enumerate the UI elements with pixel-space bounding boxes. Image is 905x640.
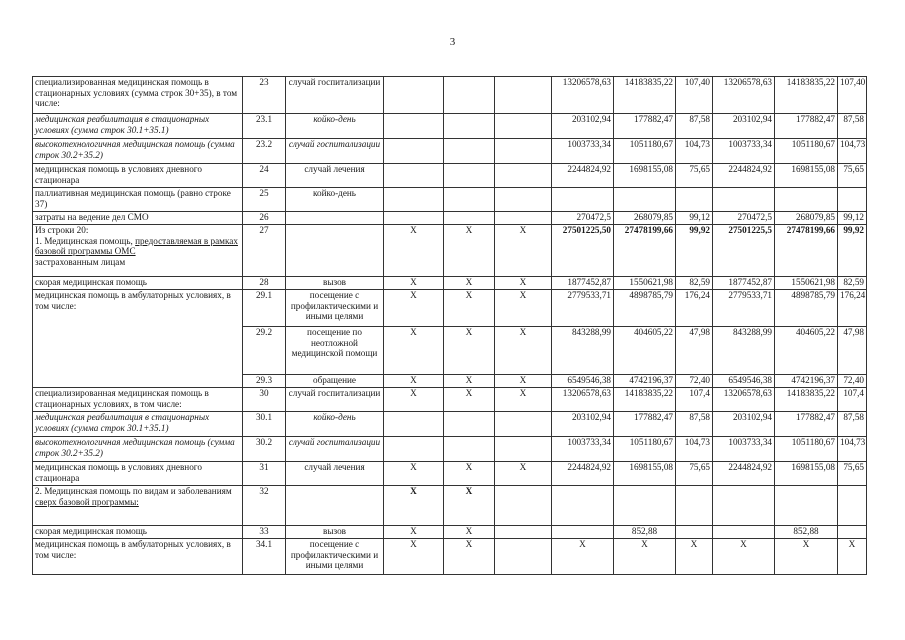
row-line-number: 28 (243, 277, 286, 290)
row-value: 4742196,37 (775, 375, 838, 388)
row-value: 177882,47 (775, 114, 838, 139)
row-value: 404605,22 (775, 327, 838, 375)
row-unit: обращение (286, 375, 384, 388)
row-value: 1003733,34 (552, 437, 614, 462)
row-value (552, 486, 614, 526)
row-value: 13206578,63 (713, 77, 775, 114)
row-name: специализированная медицинская помощь в стационарных условиях, в том числе: (33, 388, 243, 412)
row-x-mark (495, 526, 552, 539)
row-value: 47,98 (838, 327, 867, 375)
row-value: 1051180,67 (614, 139, 676, 164)
row-name: медицинская реабилитация в стационарных условиях (сумма строк 30.1+35.1) (33, 114, 243, 139)
table-row (33, 277, 867, 290)
row-unit: койко-день (286, 412, 384, 437)
table-row (33, 539, 867, 575)
row-value: 176,24 (676, 290, 713, 327)
row-name-suffix: застрахованным лицам (35, 256, 126, 267)
row-value: 87,58 (676, 412, 713, 437)
row-value: 270472,5 (552, 212, 614, 225)
row-value: 14183835,22 (775, 388, 838, 412)
row-value (676, 526, 713, 539)
row-unit: случай госпитализации (286, 139, 384, 164)
row-value: 268079,85 (775, 212, 838, 225)
table-row (33, 164, 867, 188)
row-unit: случай госпитализации (286, 388, 384, 412)
row-x-mark: X (444, 290, 495, 327)
row-value: 1003733,34 (713, 437, 775, 462)
row-line-number: 23 (243, 77, 286, 114)
row-x-mark (495, 539, 552, 575)
row-x-mark (495, 77, 552, 114)
page-number: 3 (449, 36, 456, 48)
row-value: 87,58 (838, 114, 867, 139)
row-value: 270472,5 (713, 212, 775, 225)
row-x-mark (384, 212, 444, 225)
row-unit (286, 486, 384, 526)
row-name: скорая медицинская помощь (33, 277, 243, 290)
row-value: 14183835,22 (614, 388, 676, 412)
row-name: высокотехнологичная медицинская помощь (сумма строк 30.2+35.2) (33, 139, 243, 164)
row-value: 1003733,34 (713, 139, 775, 164)
row-x-mark: X (495, 388, 552, 412)
row-value: 2244824,92 (713, 462, 775, 486)
row-value: 6549546,38 (713, 375, 775, 388)
row-value: 107,4 (676, 388, 713, 412)
row-value (713, 188, 775, 212)
row-value (676, 486, 713, 526)
row-name-underlined: предоставляемая в рамках базовой программы ОМС (35, 235, 238, 257)
row-x-mark: X (495, 225, 552, 277)
row-value: 87,58 (838, 412, 867, 437)
row-unit: случай госпитализации (286, 437, 384, 462)
row-x-mark: X (444, 486, 495, 526)
row-value: 27478199,66 (614, 225, 676, 277)
row-x-mark: X (384, 486, 444, 526)
row-value: X (713, 539, 775, 575)
row-line-number: 29.1 (243, 290, 286, 327)
row-value: 1698155,08 (614, 164, 676, 188)
row-value: 13206578,63 (552, 77, 614, 114)
row-x-mark (384, 139, 444, 164)
row-value: 843288,99 (713, 327, 775, 375)
row-value: 176,24 (838, 290, 867, 327)
row-value: 1877452,87 (552, 277, 614, 290)
row-value: 82,59 (676, 277, 713, 290)
row-x-mark: X (384, 539, 444, 575)
row-unit (286, 212, 384, 225)
row-value: 1003733,34 (552, 139, 614, 164)
row-name: высокотехнологичная медицинская помощь (сумма строк 30.2+35.2) (33, 437, 243, 462)
row-x-mark (495, 412, 552, 437)
row-x-mark: X (384, 375, 444, 388)
row-value: 104,73 (838, 139, 867, 164)
row-unit: посещение с профилактическими и иными целями (286, 290, 384, 327)
row-value: 27501225,5 (713, 225, 775, 277)
row-unit: койко-день (286, 188, 384, 212)
row-value: 2779533,71 (552, 290, 614, 327)
row-x-mark: X (495, 375, 552, 388)
row-x-mark (384, 164, 444, 188)
row-value: 99,92 (838, 225, 867, 277)
row-value: 82,59 (838, 277, 867, 290)
table-row (33, 139, 867, 164)
row-value: 13206578,63 (713, 388, 775, 412)
row-line-number: 32 (243, 486, 286, 526)
row-x-mark (495, 212, 552, 225)
row-value: X (676, 539, 713, 575)
row-x-mark: X (444, 526, 495, 539)
row-x-mark (444, 437, 495, 462)
row-name-prefix: 2. Медицинская помощь по видам и заболеваниям (35, 486, 232, 496)
row-value: 6549546,38 (552, 375, 614, 388)
row-value: 4898785,79 (614, 290, 676, 327)
row-value: 47,98 (676, 327, 713, 375)
row-line-number: 31 (243, 462, 286, 486)
row-value: 2244824,92 (713, 164, 775, 188)
row-x-mark (384, 412, 444, 437)
row-name: затраты на ведение дел СМО (33, 212, 243, 225)
row-line-number: 27 (243, 225, 286, 277)
table-row (33, 388, 867, 412)
row-value: 4742196,37 (614, 375, 676, 388)
row-value: 75,65 (676, 164, 713, 188)
row-value: 14183835,22 (614, 77, 676, 114)
row-name-underlined: сверх базовой программы: (35, 496, 139, 507)
row-x-mark (444, 77, 495, 114)
row-line-number: 33 (243, 526, 286, 539)
row-x-mark: X (495, 290, 552, 327)
row-value: 203102,94 (552, 114, 614, 139)
row-line-number: 34.1 (243, 539, 286, 575)
table-row (33, 412, 867, 437)
row-value: 104,73 (676, 437, 713, 462)
row-value: 1051180,67 (775, 139, 838, 164)
row-name-line: 1. Медицинская помощь, (35, 235, 133, 246)
table-row (33, 225, 867, 277)
row-x-mark (495, 139, 552, 164)
row-value: 1550621,98 (775, 277, 838, 290)
table-row (33, 212, 867, 225)
row-x-mark: X (384, 526, 444, 539)
row-value: 13206578,63 (552, 388, 614, 412)
row-value: 99,12 (838, 212, 867, 225)
row-value: 203102,94 (713, 412, 775, 437)
row-line-number: 29.3 (243, 375, 286, 388)
row-value: 27478199,66 (775, 225, 838, 277)
row-value: 203102,94 (552, 412, 614, 437)
row-name: медицинская реабилитация в стационарных условиях (сумма строк 30.1+35.1) (33, 412, 243, 437)
row-value: X (775, 539, 838, 575)
row-x-mark (495, 486, 552, 526)
row-x-mark: X (444, 327, 495, 375)
row-x-mark: X (444, 539, 495, 575)
row-x-mark (384, 77, 444, 114)
row-x-mark (495, 114, 552, 139)
row-x-mark: X (444, 375, 495, 388)
row-unit: вызов (286, 526, 384, 539)
row-value: 852,88 (775, 526, 838, 539)
row-line-number: 23.2 (243, 139, 286, 164)
row-x-mark (495, 437, 552, 462)
row-x-mark: X (444, 462, 495, 486)
row-value: 99,12 (676, 212, 713, 225)
row-line-number: 30 (243, 388, 286, 412)
row-name: медицинская помощь в амбулаторных условиях, в том числе: (33, 539, 243, 575)
row-value: 99,92 (676, 225, 713, 277)
row-value: 852,88 (614, 526, 676, 539)
row-name: медицинская помощь в условиях дневного стационара (33, 164, 243, 188)
row-x-mark (444, 412, 495, 437)
row-value (713, 486, 775, 526)
row-value: 87,58 (676, 114, 713, 139)
row-value: 203102,94 (713, 114, 775, 139)
table-row (33, 486, 867, 526)
row-value: 177882,47 (775, 412, 838, 437)
row-unit: койко-день (286, 114, 384, 139)
row-x-mark: X (444, 388, 495, 412)
row-value: 177882,47 (614, 114, 676, 139)
row-x-mark (444, 114, 495, 139)
row-value: 1877452,87 (713, 277, 775, 290)
row-x-mark (384, 114, 444, 139)
row-x-mark (384, 437, 444, 462)
row-x-mark: X (384, 327, 444, 375)
row-value: 104,73 (838, 437, 867, 462)
row-value (614, 188, 676, 212)
row-name: паллиативная медицинская помощь (равно строке 37) (33, 188, 243, 212)
report-table (32, 76, 867, 575)
row-value: 2244824,92 (552, 164, 614, 188)
row-unit: случай госпитализации (286, 77, 384, 114)
row-unit: посещение по неотложной медицинской помощи (286, 327, 384, 375)
table-row (33, 462, 867, 486)
row-x-mark: X (495, 277, 552, 290)
row-value: 843288,99 (552, 327, 614, 375)
row-line-number: 29.2 (243, 327, 286, 375)
row-value: 1550621,98 (614, 277, 676, 290)
row-value: 1698155,08 (614, 462, 676, 486)
row-value: 27501225,50 (552, 225, 614, 277)
row-value: X (838, 539, 867, 575)
row-value (614, 486, 676, 526)
row-value: 75,65 (838, 164, 867, 188)
row-value: 72,40 (676, 375, 713, 388)
table-row (33, 77, 867, 114)
table-row (33, 114, 867, 139)
row-x-mark: X (444, 225, 495, 277)
row-unit: случай лечения (286, 462, 384, 486)
row-unit: посещение с профилактическими и иными целями (286, 539, 384, 575)
table-row (33, 437, 867, 462)
row-value (552, 526, 614, 539)
row-value: X (552, 539, 614, 575)
row-x-mark (444, 188, 495, 212)
row-value: 107,40 (838, 77, 867, 114)
row-x-mark: X (495, 327, 552, 375)
row-line-number: 30.2 (243, 437, 286, 462)
table-row (33, 188, 867, 212)
row-unit: вызов (286, 277, 384, 290)
row-x-mark (495, 164, 552, 188)
table-row (33, 290, 867, 327)
row-value: 268079,85 (614, 212, 676, 225)
row-x-mark (444, 139, 495, 164)
row-line-number: 24 (243, 164, 286, 188)
row-value: 1698155,08 (775, 462, 838, 486)
row-x-mark: X (444, 277, 495, 290)
row-unit (286, 225, 384, 277)
row-name (33, 225, 243, 277)
row-value (552, 188, 614, 212)
row-x-mark: X (384, 277, 444, 290)
row-value: 72,40 (838, 375, 867, 388)
row-x-mark: X (384, 462, 444, 486)
row-value (713, 526, 775, 539)
row-value: 104,73 (676, 139, 713, 164)
row-name: скорая медицинская помощь (33, 526, 243, 539)
row-name: медицинская помощь в условиях дневного стационара (33, 462, 243, 486)
row-name: специализированная медицинская помощь в стационарных условиях (сумма строк 30+35), в том числе: (33, 77, 243, 114)
row-value (775, 188, 838, 212)
row-value: 177882,47 (614, 412, 676, 437)
row-value: 75,65 (676, 462, 713, 486)
row-value (676, 188, 713, 212)
table-row (33, 526, 867, 539)
row-value (775, 486, 838, 526)
row-name-prefix: Из строки 20: (35, 225, 89, 235)
row-x-mark (384, 188, 444, 212)
row-value: 1051180,67 (614, 437, 676, 462)
row-line-number: 23.1 (243, 114, 286, 139)
row-value: 75,65 (838, 462, 867, 486)
row-value: 1698155,08 (775, 164, 838, 188)
row-value: 2779533,71 (713, 290, 775, 327)
row-value: 107,40 (676, 77, 713, 114)
row-value: X (614, 539, 676, 575)
row-value (838, 526, 867, 539)
row-line-number: 26 (243, 212, 286, 225)
row-value: 4898785,79 (775, 290, 838, 327)
row-x-mark (495, 188, 552, 212)
row-name: медицинская помощь в амбулаторных условиях, в том числе: (33, 290, 243, 388)
row-x-mark: X (384, 290, 444, 327)
row-x-mark: X (384, 225, 444, 277)
row-value: 1051180,67 (775, 437, 838, 462)
row-value: 107,4 (838, 388, 867, 412)
row-x-mark: X (384, 388, 444, 412)
row-x-mark: X (495, 462, 552, 486)
row-value (838, 486, 867, 526)
row-x-mark (444, 212, 495, 225)
row-unit: случай лечения (286, 164, 384, 188)
row-line-number: 30.1 (243, 412, 286, 437)
row-value: 404605,22 (614, 327, 676, 375)
row-x-mark (444, 164, 495, 188)
row-value: 2244824,92 (552, 462, 614, 486)
row-name (33, 486, 243, 526)
row-value: 14183835,22 (775, 77, 838, 114)
row-value (838, 188, 867, 212)
row-line-number: 25 (243, 188, 286, 212)
